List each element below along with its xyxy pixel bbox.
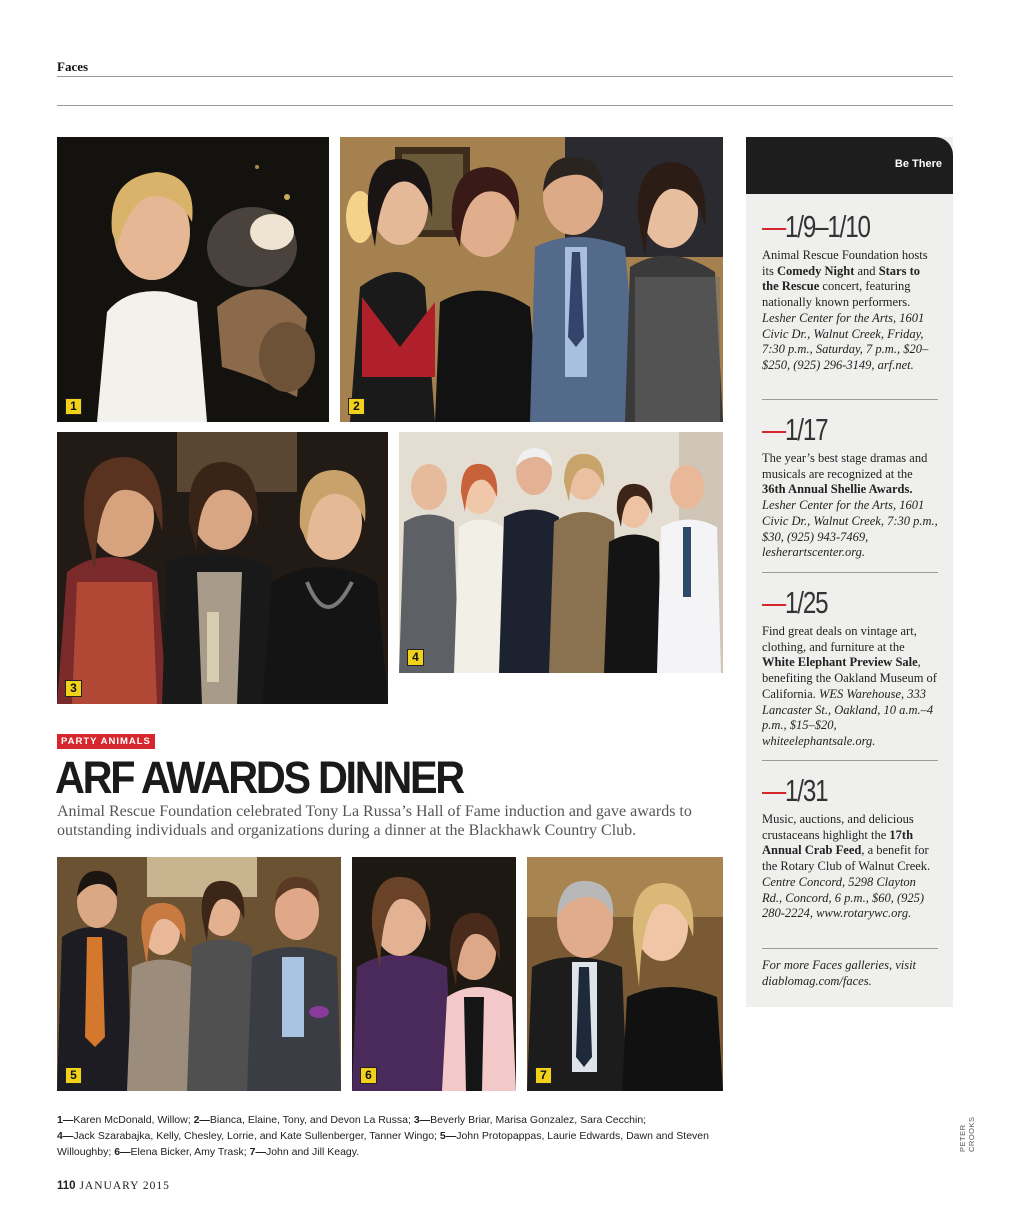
page-number: 110: [57, 1180, 76, 1192]
more-galleries-text: For more Faces galleries, visit diablomag.com/faces.: [762, 958, 917, 988]
header-rule-top: [57, 76, 953, 77]
header-rule-bottom: [57, 105, 953, 106]
event-divider: [762, 948, 938, 949]
photo-3: [57, 432, 388, 704]
more-galleries: [762, 957, 938, 989]
category-tag: PARTY ANIMALS: [57, 734, 155, 749]
photo-captions: [57, 1112, 737, 1160]
photo-number-badge: 7: [535, 1067, 552, 1084]
photo-3-image: [57, 432, 388, 704]
section-label: Faces: [57, 59, 89, 74]
event-date: —1/17: [762, 412, 828, 447]
photo-number-badge: 1: [65, 398, 82, 415]
photo-2: [340, 137, 723, 422]
photo-number-badge: 4: [407, 649, 424, 666]
page-footer: [57, 1180, 170, 1192]
event-item: [762, 774, 938, 922]
photo-number-badge: 6: [360, 1067, 377, 1084]
photo-5: [57, 857, 341, 1091]
issue-date: JANUARY 2015: [79, 1180, 170, 1192]
event-description: Animal Rescue Foundation hosts its Comedy Night and Stars to the Rescue concert, featuring nationally known performers. Lesher Center for the Arts, 1601 Civic Dr., Walnut Creek, Friday, 7:30 p.m., Saturday, 7 p.m., $20–$250, (925) 296-3149, arf.net.: [762, 248, 929, 372]
event-divider: [762, 399, 938, 400]
caption-item: 4—Jack Szarabajka, Kelly, Chesley, Lorrie, and Kate Sullenberger, Tanner Wingo;: [57, 1130, 440, 1142]
photo-7: [527, 857, 723, 1091]
photo-1: [57, 137, 329, 422]
event-item: [762, 210, 938, 374]
event-divider: [762, 760, 938, 761]
photo-5-image: [57, 857, 341, 1091]
caption-item: 6—Elena Bicker, Amy Trask;: [114, 1146, 250, 1158]
event-description: Music, auctions, and delicious crustaceans highlight the 17th Annual Crab Feed, a benefit for the Rotary Club of Walnut Creek. Centre Concord, 5298 Clayton Rd., Concord, 6 p.m., $60, (925) 280-2224, www.rotarywc.org.: [762, 812, 931, 921]
caption-item: 7—John and Jill Keagy.: [249, 1146, 360, 1158]
event-item: [762, 586, 938, 750]
caption-item: 5—John Protopappas, Laurie Edwards, Dawn and Steven Willoughby;: [57, 1130, 709, 1158]
event-date: —1/31: [762, 773, 828, 808]
caption-item: 3—Beverly Briar, Marisa Gonzalez, Sara Cecchin;: [413, 1114, 647, 1126]
event-date: —1/9–1/10: [762, 209, 870, 244]
event-item: [762, 413, 938, 561]
photo-1-image: [57, 137, 329, 422]
event-description: The year’s best stage dramas and musicals are recognized at the 36th Annual Shellie Awards. Lesher Center for the Arts, 1601 Civic Dr., Walnut Creek, 7:30 p.m., $30, (925) 943-7469, lesherartscenter.org.: [762, 451, 938, 560]
photo-4-image: [399, 432, 723, 673]
caption-item: 2—Bianca, Elaine, Tony, and Devon La Russa;: [193, 1114, 414, 1126]
photo-credit: PETER CROOKS: [958, 1116, 976, 1152]
photo-7-image: [527, 857, 723, 1091]
photo-4: [399, 432, 723, 673]
article-headline: ARF AWARDS DINNER: [55, 752, 463, 803]
photo-number-badge: 2: [348, 398, 365, 415]
photo-6-image: [352, 857, 516, 1091]
sidebar-title: Be There: [894, 158, 942, 170]
article-dek: Animal Rescue Foundation celebrated Tony La Russa’s Hall of Fame induction and gave awards to outstanding individuals and organizations during a dinner at the Blackhawk Country Club.: [57, 803, 692, 839]
photo-number-badge: 5: [65, 1067, 82, 1084]
sidebar-header: [746, 137, 953, 194]
caption-item: 1—Karen McDonald, Willow;: [57, 1114, 194, 1126]
event-description: Find great deals on vintage art, clothing, and furniture at the White Elephant Preview Sale, benefiting the Oakland Museum of California. WES Warehouse, 333 Lancaster St., Oakland, 10 a.m.–4 p.m., $15–$20, whiteelephantsale.org.: [762, 624, 937, 748]
photo-number-badge: 3: [65, 680, 82, 697]
photo-2-image: [340, 137, 723, 422]
event-date: —1/25: [762, 585, 828, 620]
photo-6: [352, 857, 516, 1091]
event-divider: [762, 572, 938, 573]
